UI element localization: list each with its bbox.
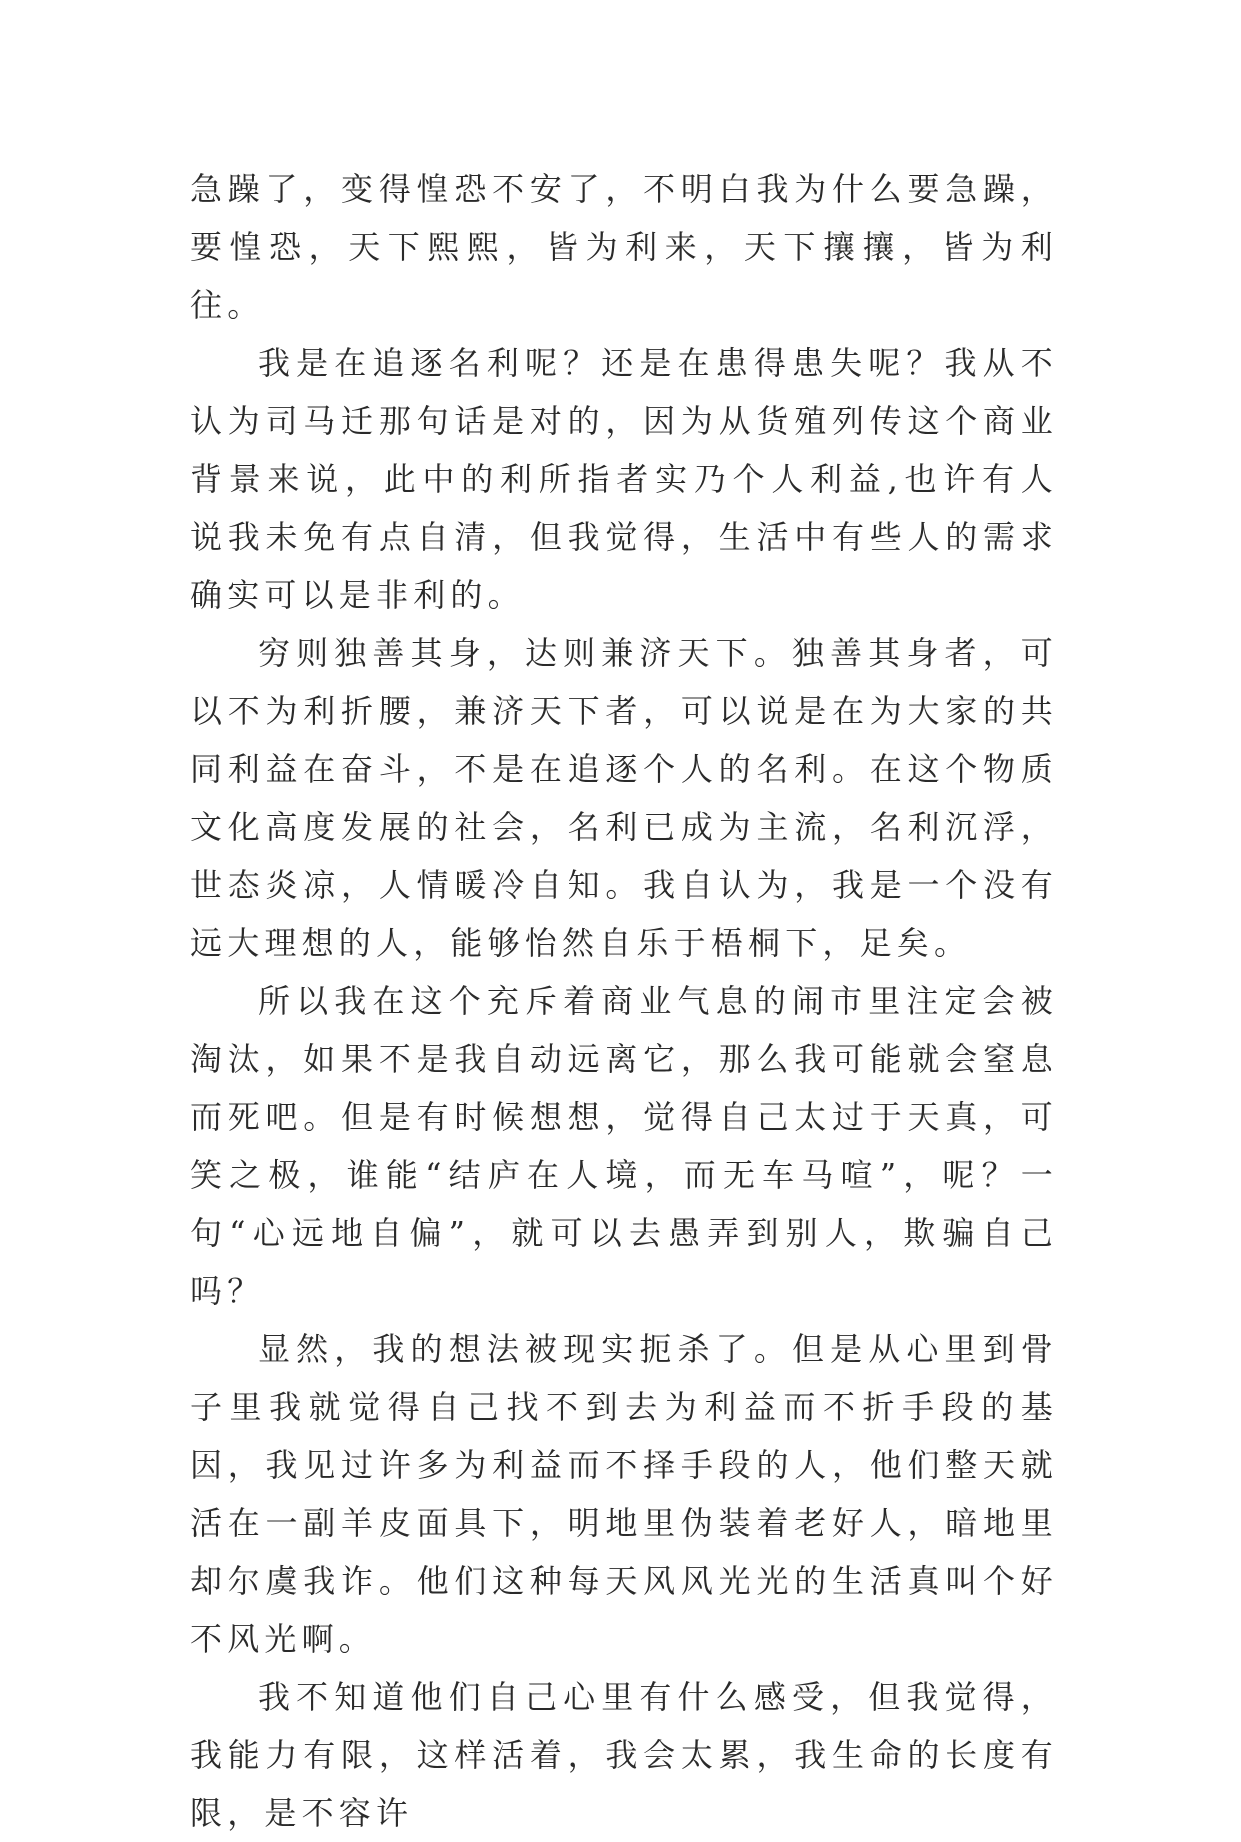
paragraph-6: 我不知道他们自己心里有什么感受，但我觉得，我能力有限，这样活着，我会太累，我生命的长度有限，是不容许 [190, 1678, 1058, 1832]
paragraph-5: 显然，我的想法被现实扼杀了。但是从心里到骨子里我就觉得自己找不到去为利益而不折手段的基因，我见过许多为利益而不择手段的人，他们整天就活在一副羊皮面具下，明地里伪装着老好人，暗地里却尔虞我诈。他们这种每天风风光光的生活真叫个好不风光啊。 [190, 1330, 1058, 1658]
body-text [190, 160, 1058, 1842]
paragraph-3: 穷则独善其身，达则兼济天下。独善其身者，可以不为利折腰，兼济天下者，可以说是在为大家的共同利益在奋斗，不是在追逐个人的名利。在这个物质文化高度发展的社会，名利已成为主流，名利沉浮，世态炎凉，人情暖冷自知。我自认为，我是一个没有远大理想的人，能够怡然自乐于梧桐下，足矣。 [190, 634, 1058, 962]
paragraph-2: 我是在追逐名利呢？还是在患得患失呢？我从不认为司马迁那句话是对的，因为从货殖列传这个商业背景来说，此中的利所指者实乃个人利益,也许有人说我未免有点自清，但我觉得，生活中有些人的需求确实可以是非利的。 [190, 344, 1058, 614]
paragraph-1: 急躁了，变得惶恐不安了，不明白我为什么要急躁，要惶恐，天下熙熙，皆为利来，天下攘攘，皆为利往。 [190, 170, 1058, 324]
paragraph-4: 所以我在这个充斥着商业气息的闹市里注定会被淘汰，如果不是我自动远离它，那么我可能就会窒息而死吧。但是有时候想想，觉得自己太过于天真，可笑之极，谁能“结庐在人境，而无车马喧”，呢？一句“心远地自偏”，就可以去愚弄到别人，欺骗自己吗？ [190, 982, 1058, 1310]
